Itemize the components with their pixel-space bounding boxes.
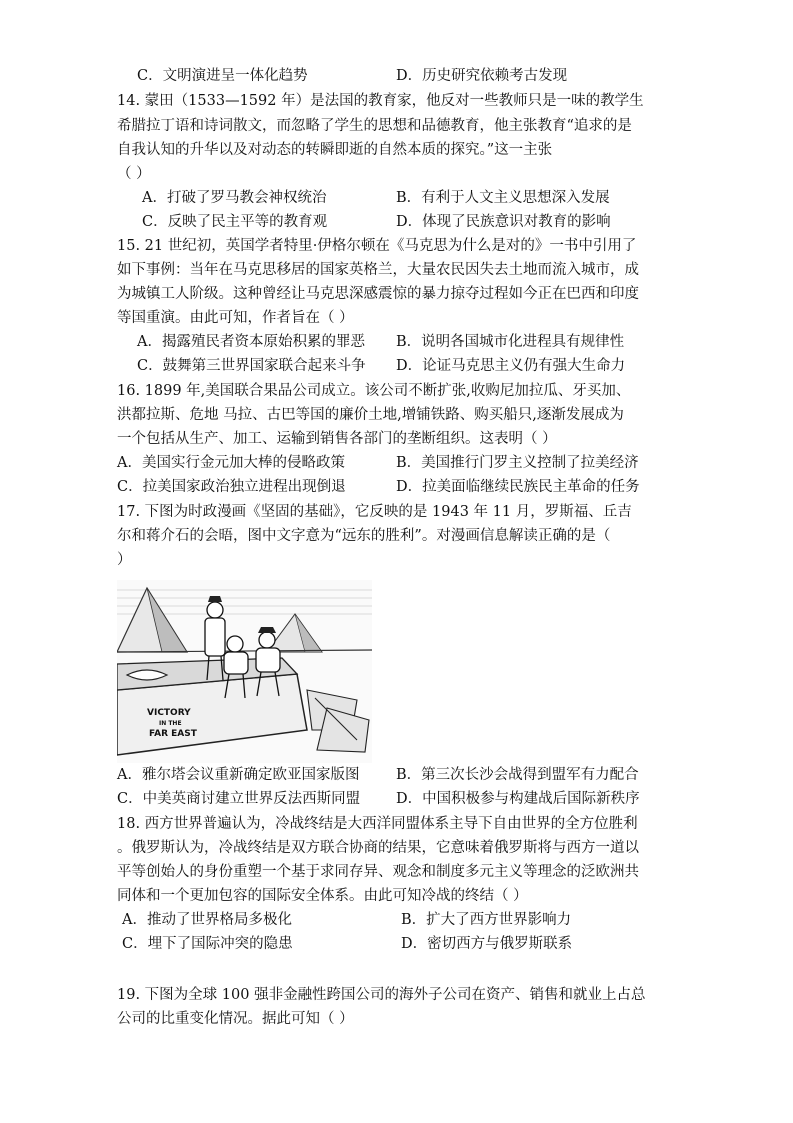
q18-stem-line-4: 同体和一个更加包容的国际安全体系。由此可知冷战的终结（ ） bbox=[117, 888, 528, 904]
q17-option-b[interactable]: B．第三次长沙会战得到盟军有力配合 bbox=[396, 767, 639, 783]
q18-option-d[interactable]: D．密切西方与俄罗斯联系 bbox=[401, 936, 573, 952]
q17-stem-line-2: 尔和蒋介石的会晤，图中文字意为“远东的胜利”。对漫画信息解读正确的是（ bbox=[117, 528, 611, 544]
q14-stem-line-1: 14. 蒙田（1533—1592 年）是法国的教育家，他反对一些教师只是一味的教学生 bbox=[117, 93, 644, 109]
q14-option-a[interactable]: A．打破了罗马教会神权统治 bbox=[142, 190, 327, 206]
q15-option-c[interactable]: C．鼓舞第三世界国家联合起来斗争 bbox=[137, 358, 366, 374]
q19-stem-line-1: 19. 下图为全球 100 强非金融性跨国公司的海外子公司在资产、销售和就业上占总 bbox=[117, 987, 646, 1003]
q15-option-d[interactable]: D．论证马克思主义仍有强大生命力 bbox=[396, 358, 626, 374]
q14-answer-blank: （ ） bbox=[117, 166, 151, 182]
cartoon-caption-line-1: VICTORY bbox=[147, 708, 191, 718]
q16-option-a[interactable]: A．美国实行金元加大棒的侵略政策 bbox=[117, 455, 345, 471]
q16-option-c[interactable]: C．拉美国家政治独立进程出现倒退 bbox=[117, 479, 346, 495]
q15-stem-line-2: 如下事例：当年在马克思移居的国家英格兰，大量农民因失去土地而流入城市，成 bbox=[117, 262, 639, 278]
q17-option-a[interactable]: A．雅尔塔会议重新确定欧亚国家版图 bbox=[117, 767, 360, 783]
q14-stem-line-2: 希腊拉丁语和诗词散文，而忽略了学生的思想和品德教育，他主张教育“追求的是 bbox=[117, 118, 632, 134]
q16-stem-line-1: 16. 1899 年,美国联合果品公司成立。该公司不断扩张,收购尼加拉瓜、牙买加、 bbox=[117, 383, 631, 399]
q14-option-d[interactable]: D．体现了民族意识对教育的影响 bbox=[396, 214, 611, 230]
q15-stem-line-1: 15. 21 世纪初，英国学者特里·伊格尔顿在《马克思为什么是对的》一书中引用了 bbox=[117, 238, 637, 254]
cartoon-caption-line-3: FAR EAST bbox=[149, 729, 197, 739]
q16-option-d[interactable]: D．拉美面临继续民族民主革命的任务 bbox=[396, 479, 640, 495]
q17-option-c[interactable]: C．中美英商讨建立世界反法西斯同盟 bbox=[117, 791, 361, 807]
q17-stem-line-1: 17. 下图为时政漫画《坚固的基础》，它反映的是 1943 年 11 月，罗斯福、丘吉 bbox=[117, 504, 632, 520]
q16-stem-line-3: 一个包括从生产、加工、运输到销售各部门的垄断组织。这表明（ ） bbox=[117, 431, 557, 447]
q13-option-d[interactable]: D．历史研究依赖考古发现 bbox=[396, 68, 568, 84]
q18-option-a[interactable]: A．推动了世界格局多极化 bbox=[122, 912, 292, 928]
q18-option-c[interactable]: C．埋下了国际冲突的隐患 bbox=[122, 936, 293, 952]
q13-option-c[interactable]: C．文明演进呈一体化趋势 bbox=[137, 68, 308, 84]
q15-stem-line-4: 等国重演。由此可知，作者旨在（ ） bbox=[117, 310, 354, 326]
q18-stem-line-1: 18. 西方世界普遍认为，冷战终结是大西洋同盟体系主导下自由世界的全方位胜利 bbox=[117, 816, 638, 832]
q18-stem-line-3: 平等创始人的身份重塑一个基于求同存异、观念和制度多元主义等理念的泛欧洲共 bbox=[117, 864, 639, 880]
cartoon-caption-line-2: IN THE bbox=[159, 720, 182, 727]
q16-stem-line-2: 洪都拉斯、危地 马拉、古巴等国的廉价土地,增铺铁路、购买船只,逐渐发展成为 bbox=[117, 407, 624, 423]
q14-option-b[interactable]: B．有利于人文主义思想深入发展 bbox=[396, 190, 610, 206]
q17-option-d[interactable]: D．中国积极参与构建战后国际新秩序 bbox=[396, 791, 640, 807]
q14-stem-line-3: 自我认知的升华以及对动态的转瞬即逝的自然本质的探究。”这一主张 bbox=[117, 142, 553, 158]
q15-stem-line-3: 为城镇工人阶级。这种曾经让马克思深感震惊的暴力掠夺过程如今正在巴西和印度 bbox=[117, 286, 639, 302]
q19-stem-line-2: 公司的比重变化情况。据此可知（ ） bbox=[117, 1011, 354, 1027]
q18-option-b[interactable]: B．扩大了西方世界影响力 bbox=[401, 912, 572, 928]
q15-option-b[interactable]: B．说明各国城市化进程具有规律性 bbox=[396, 334, 625, 350]
q16-option-b[interactable]: B．美国推行门罗主义控制了拉美经济 bbox=[396, 455, 639, 471]
q14-option-c[interactable]: C．反映了民主平等的教育观 bbox=[142, 214, 328, 230]
political-cartoon-image bbox=[117, 580, 372, 763]
q15-option-a[interactable]: A．揭露殖民者资本原始积累的罪恶 bbox=[137, 334, 365, 350]
q17-stem-line-3: ） bbox=[117, 552, 132, 568]
q18-stem-line-2: 。俄罗斯认为，冷战终结是双方联合协商的结果，它意味着俄罗斯将与西方一道以 bbox=[117, 840, 639, 856]
